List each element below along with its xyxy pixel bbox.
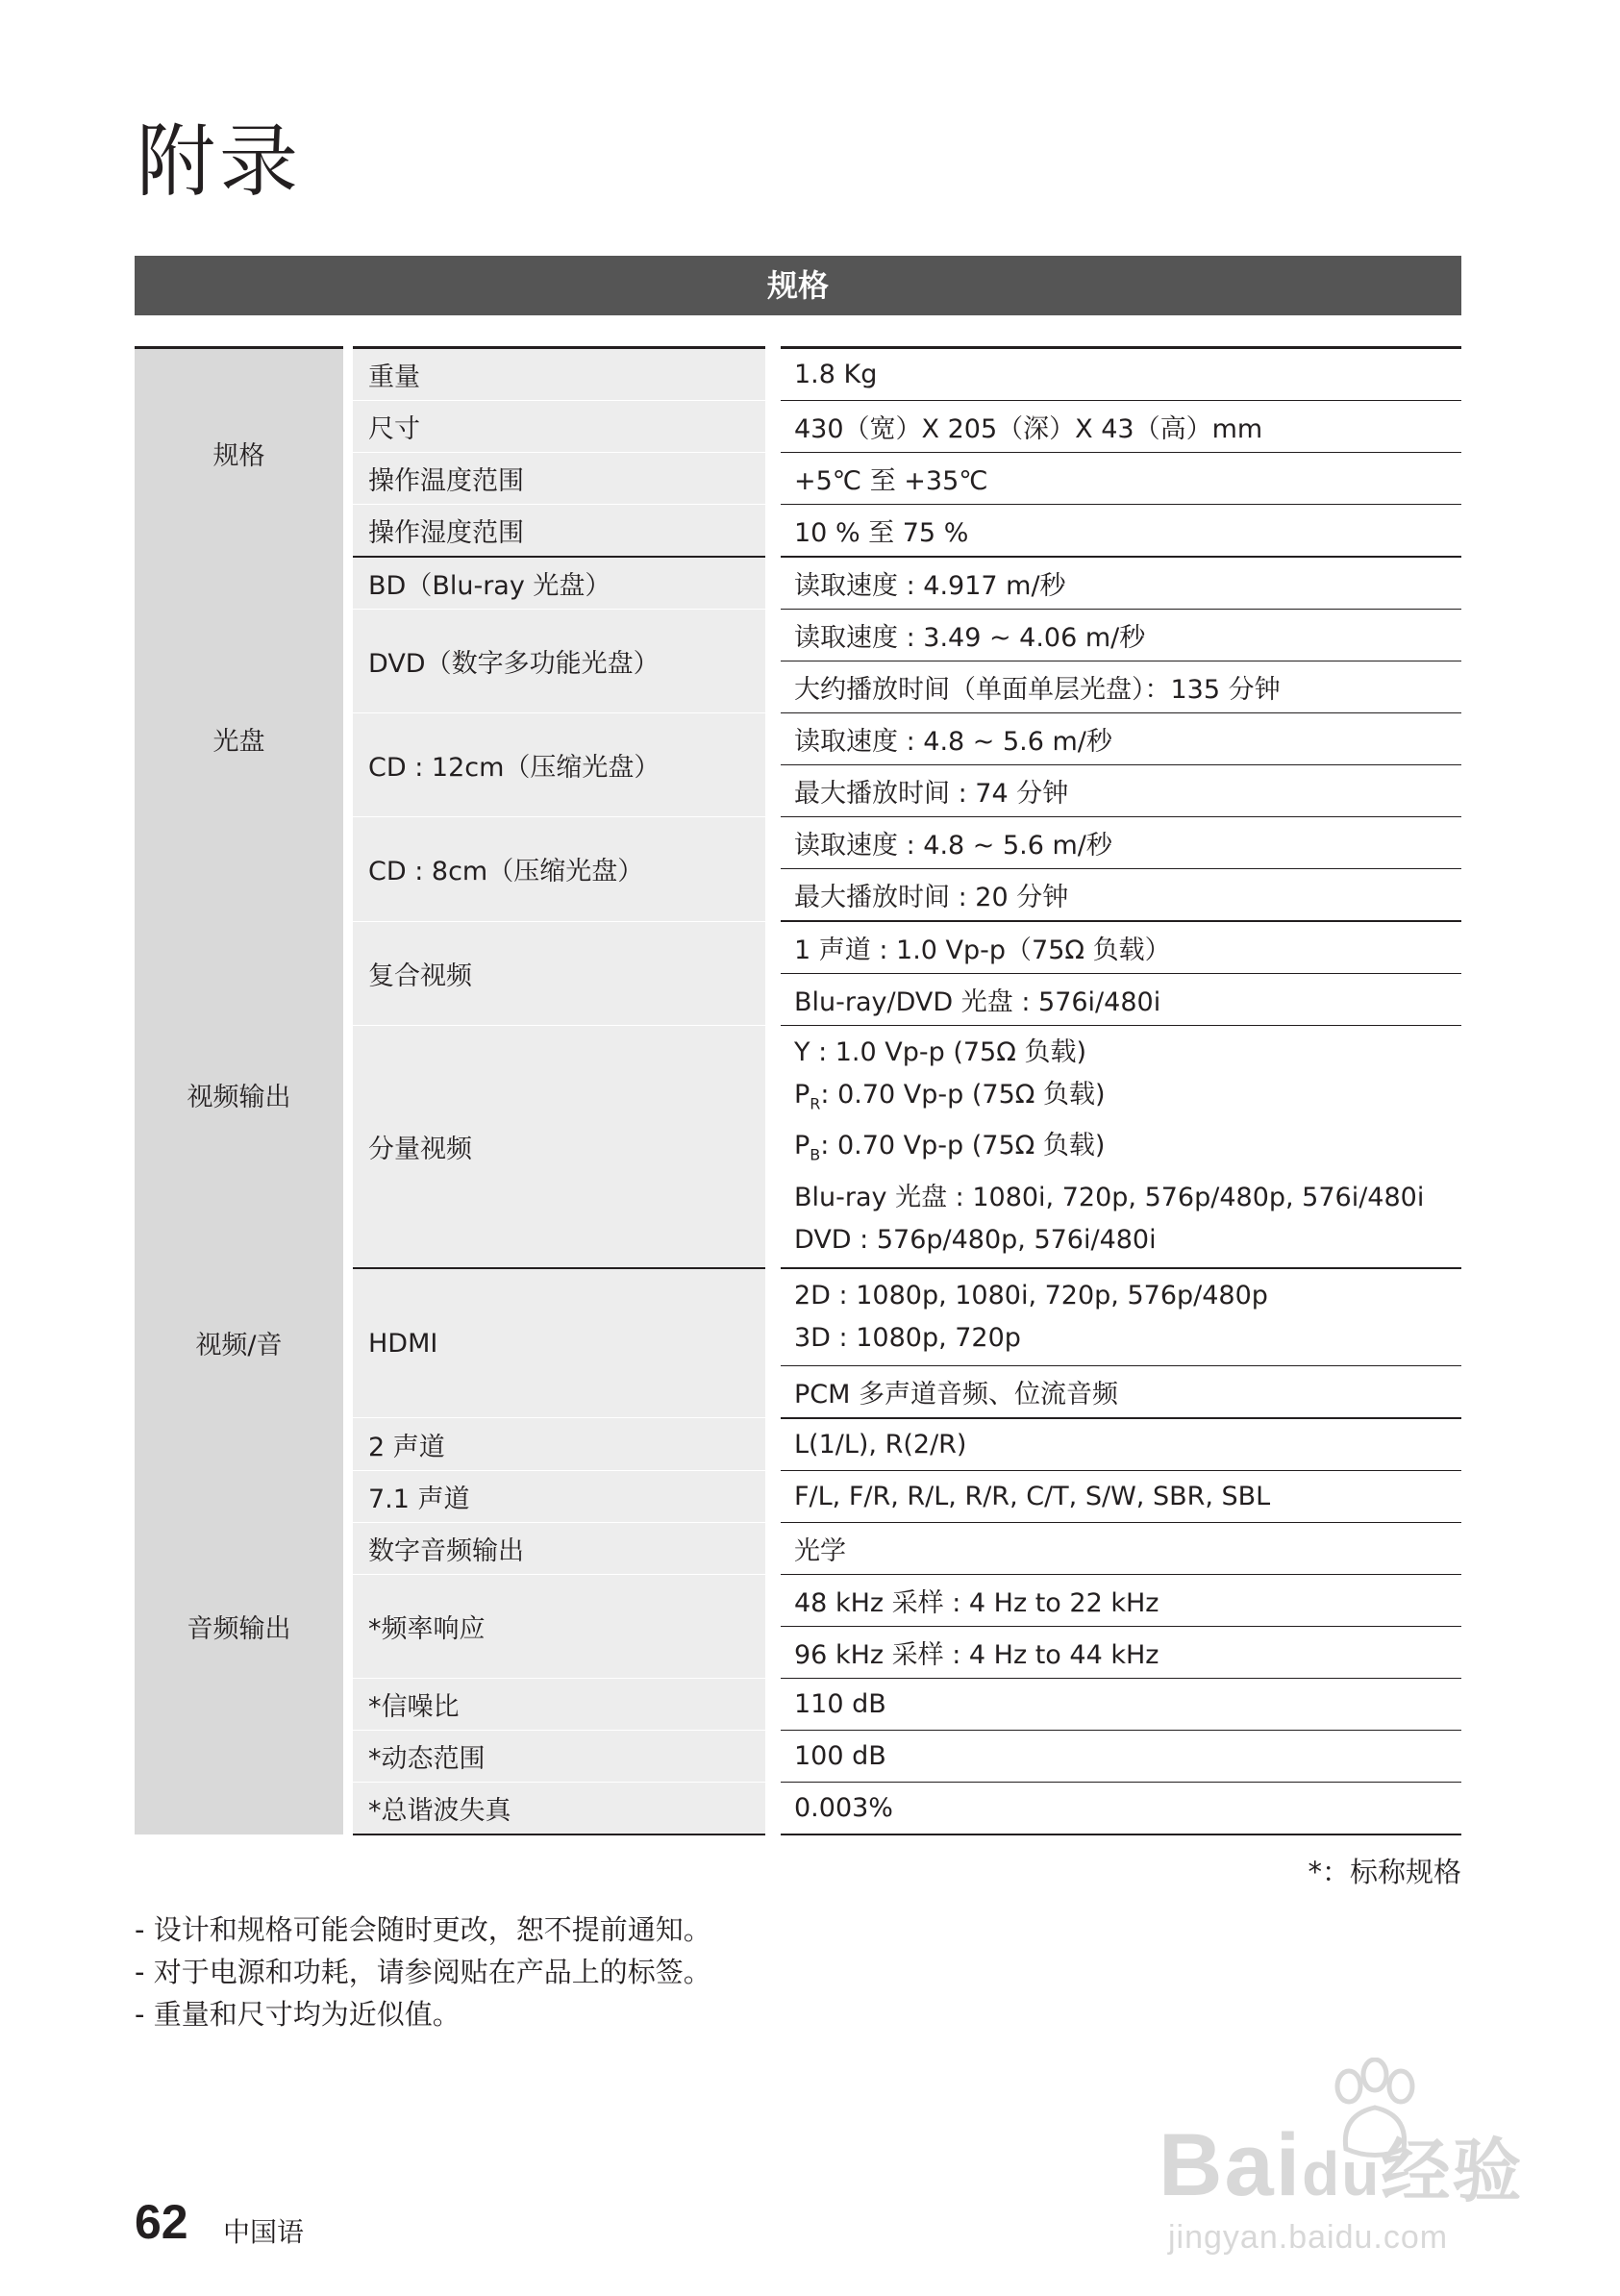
value-cd12-time: 最大播放时间 : 74 分钟 (773, 765, 1461, 817)
table-row (135, 921, 1461, 974)
notes-list (135, 1909, 711, 2035)
value-dvd-time: 大约播放时间（单面单层光盘）：135 分钟 (773, 661, 1461, 713)
value-freq-96: 96 kHz 采样 : 4 Hz to 44 kHz (773, 1626, 1461, 1678)
item-cd12: CD : 12cm（压缩光盘） (348, 713, 773, 817)
page-number: 62 (135, 2195, 188, 2249)
baidu-watermark (1159, 2058, 1562, 2259)
item-frequency: *频率响应 (348, 1574, 773, 1678)
note-item: - 设计和规格可能会随时更改，恕不提前通知。 (135, 1909, 711, 1951)
value-component (773, 1026, 1461, 1268)
value-size: 430（宽）X 205（深）X 43（高）mm (773, 401, 1461, 453)
value-2ch: L(1/L), R(2/R) (773, 1418, 1461, 1471)
table-row (135, 1268, 1461, 1366)
item-temp: 操作温度范围 (348, 453, 773, 505)
value-hdmi-video (773, 1268, 1461, 1366)
value-cd8-speed: 读取速度 : 4.8 ~ 5.6 m/秒 (773, 817, 1461, 869)
value-thd: 0.003% (773, 1782, 1461, 1834)
item-component: 分量视频 (348, 1026, 773, 1268)
item-snr: *信噪比 (348, 1678, 773, 1730)
item-weight: 重量 (348, 348, 773, 401)
value-dvd-speed: 读取速度 : 3.49 ~ 4.06 m/秒 (773, 610, 1461, 661)
item-composite: 复合视频 (348, 921, 773, 1026)
table-row (135, 557, 1461, 610)
footnote-nominal: *：标称规格 (1308, 1856, 1461, 1888)
spec-table (135, 346, 1461, 1835)
section-header: 规格 (135, 256, 1461, 315)
component-bluray: Blu-ray 光盘 : 1080i, 720p, 576p/480p, 576i/480i (794, 1182, 1425, 1212)
item-dynamic-range: *动态范围 (348, 1730, 773, 1782)
watermark-url: jingyan.baidu.com (1168, 2219, 1449, 2256)
value-composite-2: Blu-ray/DVD 光盘 : 576i/480i (773, 974, 1461, 1026)
component-pb: $P_B$: 0.70 Vp-p (75Ω 负载) (794, 1131, 1106, 1164)
item-digital-audio: 数字音频输出 (348, 1522, 773, 1574)
hdmi-3d: 3D : 1080p, 720p (794, 1322, 1021, 1353)
category-general: 规格 (135, 348, 348, 558)
value-composite-1: 1 声道 : 1.0 Vp-p（75Ω 负载） (773, 921, 1461, 974)
value-weight: 1.8 Kg (773, 348, 1461, 401)
page-language: 中国语 (223, 2216, 305, 2248)
item-bd: BD（Blu-ray 光盘） (348, 557, 773, 610)
component-y: Y : 1.0 Vp-p (75Ω 负载) (794, 1037, 1086, 1067)
category-video-out: 视频输出 (135, 921, 348, 1268)
note-item: - 重量和尺寸均为近似值。 (135, 1993, 711, 2035)
item-2ch: 2 声道 (348, 1418, 773, 1471)
note-item: - 对于电源和功耗，请参阅贴在产品上的标签。 (135, 1951, 711, 1993)
value-temp: +5℃ 至 +35℃ (773, 453, 1461, 505)
table-row (135, 1418, 1461, 1471)
value-dynamic-range: 100 dB (773, 1730, 1461, 1782)
value-freq-48: 48 kHz 采样 : 4 Hz to 22 kHz (773, 1574, 1461, 1626)
page-title: 附录 (137, 116, 303, 208)
component-pr: $P_R$: 0.70 Vp-p (75Ω 负载) (794, 1080, 1106, 1113)
category-disc: 光盘 (135, 557, 348, 921)
item-size: 尺寸 (348, 401, 773, 453)
watermark-brand: Baidu经验 (1159, 2116, 1524, 2214)
item-humidity: 操作湿度范围 (348, 505, 773, 558)
value-cd12-speed: 读取速度 : 4.8 ~ 5.6 m/秒 (773, 713, 1461, 765)
item-dvd: DVD（数字多功能光盘） (348, 610, 773, 713)
category-av: 视频/音 (135, 1268, 348, 1418)
category-audio-out: 音频输出 (135, 1418, 348, 1834)
value-71ch: F/L, F/R, R/L, R/R, C/T, S/W, SBR, SBL (773, 1470, 1461, 1522)
hdmi-2d: 2D : 1080p, 1080i, 720p, 576p/480p (794, 1280, 1268, 1310)
value-snr: 110 dB (773, 1678, 1461, 1730)
component-dvd: DVD : 576p/480p, 576i/480i (794, 1224, 1157, 1255)
value-humidity: 10 % 至 75 % (773, 505, 1461, 558)
value-cd8-time: 最大播放时间 : 20 分钟 (773, 869, 1461, 922)
item-thd: *总谐波失真 (348, 1782, 773, 1834)
value-hdmi-audio: PCM 多声道音频、位流音频 (773, 1365, 1461, 1418)
table-row (135, 348, 1461, 401)
item-cd8: CD : 8cm（压缩光盘） (348, 817, 773, 922)
value-bd-speed: 读取速度 : 4.917 m/秒 (773, 557, 1461, 610)
value-digital-audio: 光学 (773, 1522, 1461, 1574)
item-hdmi: HDMI (348, 1268, 773, 1418)
item-71ch: 7.1 声道 (348, 1470, 773, 1522)
